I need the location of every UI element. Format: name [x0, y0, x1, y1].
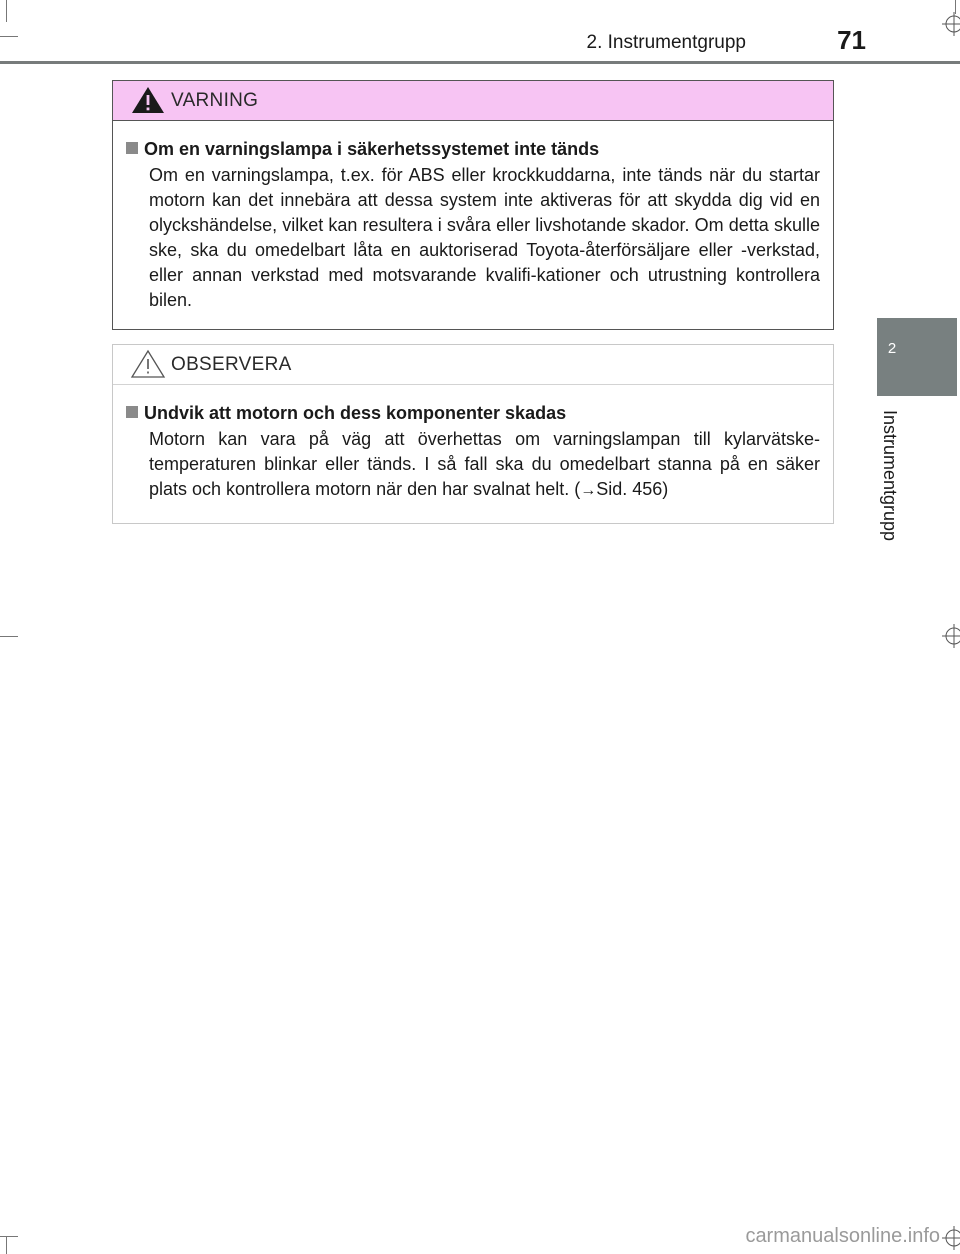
warning-box — [112, 80, 834, 330]
watermark: carmanualsonline.info — [745, 1225, 940, 1247]
registration-mark-icon — [942, 12, 960, 36]
notice-body — [149, 427, 820, 503]
warning-heading — [126, 137, 820, 161]
notice-heading — [126, 401, 820, 425]
registration-mark-icon — [942, 624, 960, 648]
bullet-square-icon — [126, 142, 138, 154]
page-number: 71 — [837, 25, 866, 55]
crop-mark — [0, 36, 18, 37]
warning-body: Om en varningslampa, t.ex. för ABS eller krockkuddarna, inte tänds när du startar motorn kan det innebära att dessa system inte aktiveras för att skydda dig vid en olyckshändelse, vilket kan resultera i svåra eller livshotande skador. Om detta skulle ske, ska du omedelbart låta en auktoriserad Toyota-återförsäljare eller -verkstad, eller annan verkstad med motsvarande kvalifi-kationer och utrustning kontrollera bilen. — [149, 165, 820, 310]
notice-heading-text: Undvik att motorn och dess komponenter skadas — [144, 403, 567, 423]
notice-body-text: Motorn kan vara på väg att överhettas om varningslampan till kylarvätske-temperaturen blinkar eller tänds. I så fall ska du omedelbart stanna på en säker plats och kontrollera motorn när den har svalnat helt. ( — [149, 429, 820, 499]
warning-section — [126, 137, 820, 313]
chapter-label — [879, 410, 909, 570]
notice-box-header — [113, 345, 833, 385]
crop-mark — [0, 1236, 18, 1237]
crop-mark — [6, 0, 7, 22]
notice-label: OBSERVERA — [171, 354, 292, 375]
chapter-number: 2 — [887, 340, 897, 357]
warning-label: VARNING — [171, 90, 259, 111]
reference-arrow-icon: → — [580, 482, 597, 499]
crop-mark — [6, 1236, 7, 1254]
chapter-tab — [877, 318, 957, 396]
warning-heading-text: Om en varningslampa i säkerhetssystemet inte tänds — [144, 139, 600, 159]
notice-section — [126, 401, 820, 503]
section-title: 2. Instrumentgrupp — [586, 32, 746, 53]
warning-box-header — [113, 81, 833, 121]
notice-box — [112, 344, 834, 524]
chapter-label-text: Instrumentgrupp — [880, 410, 900, 542]
header-rule — [0, 61, 960, 64]
bullet-square-icon — [126, 406, 138, 418]
crop-mark — [0, 636, 18, 637]
page-reference-link[interactable]: Sid. 456) — [596, 479, 669, 499]
caution-triangle-icon — [130, 349, 166, 379]
warning-triangle-icon — [130, 85, 166, 115]
registration-mark-icon — [942, 1226, 960, 1250]
